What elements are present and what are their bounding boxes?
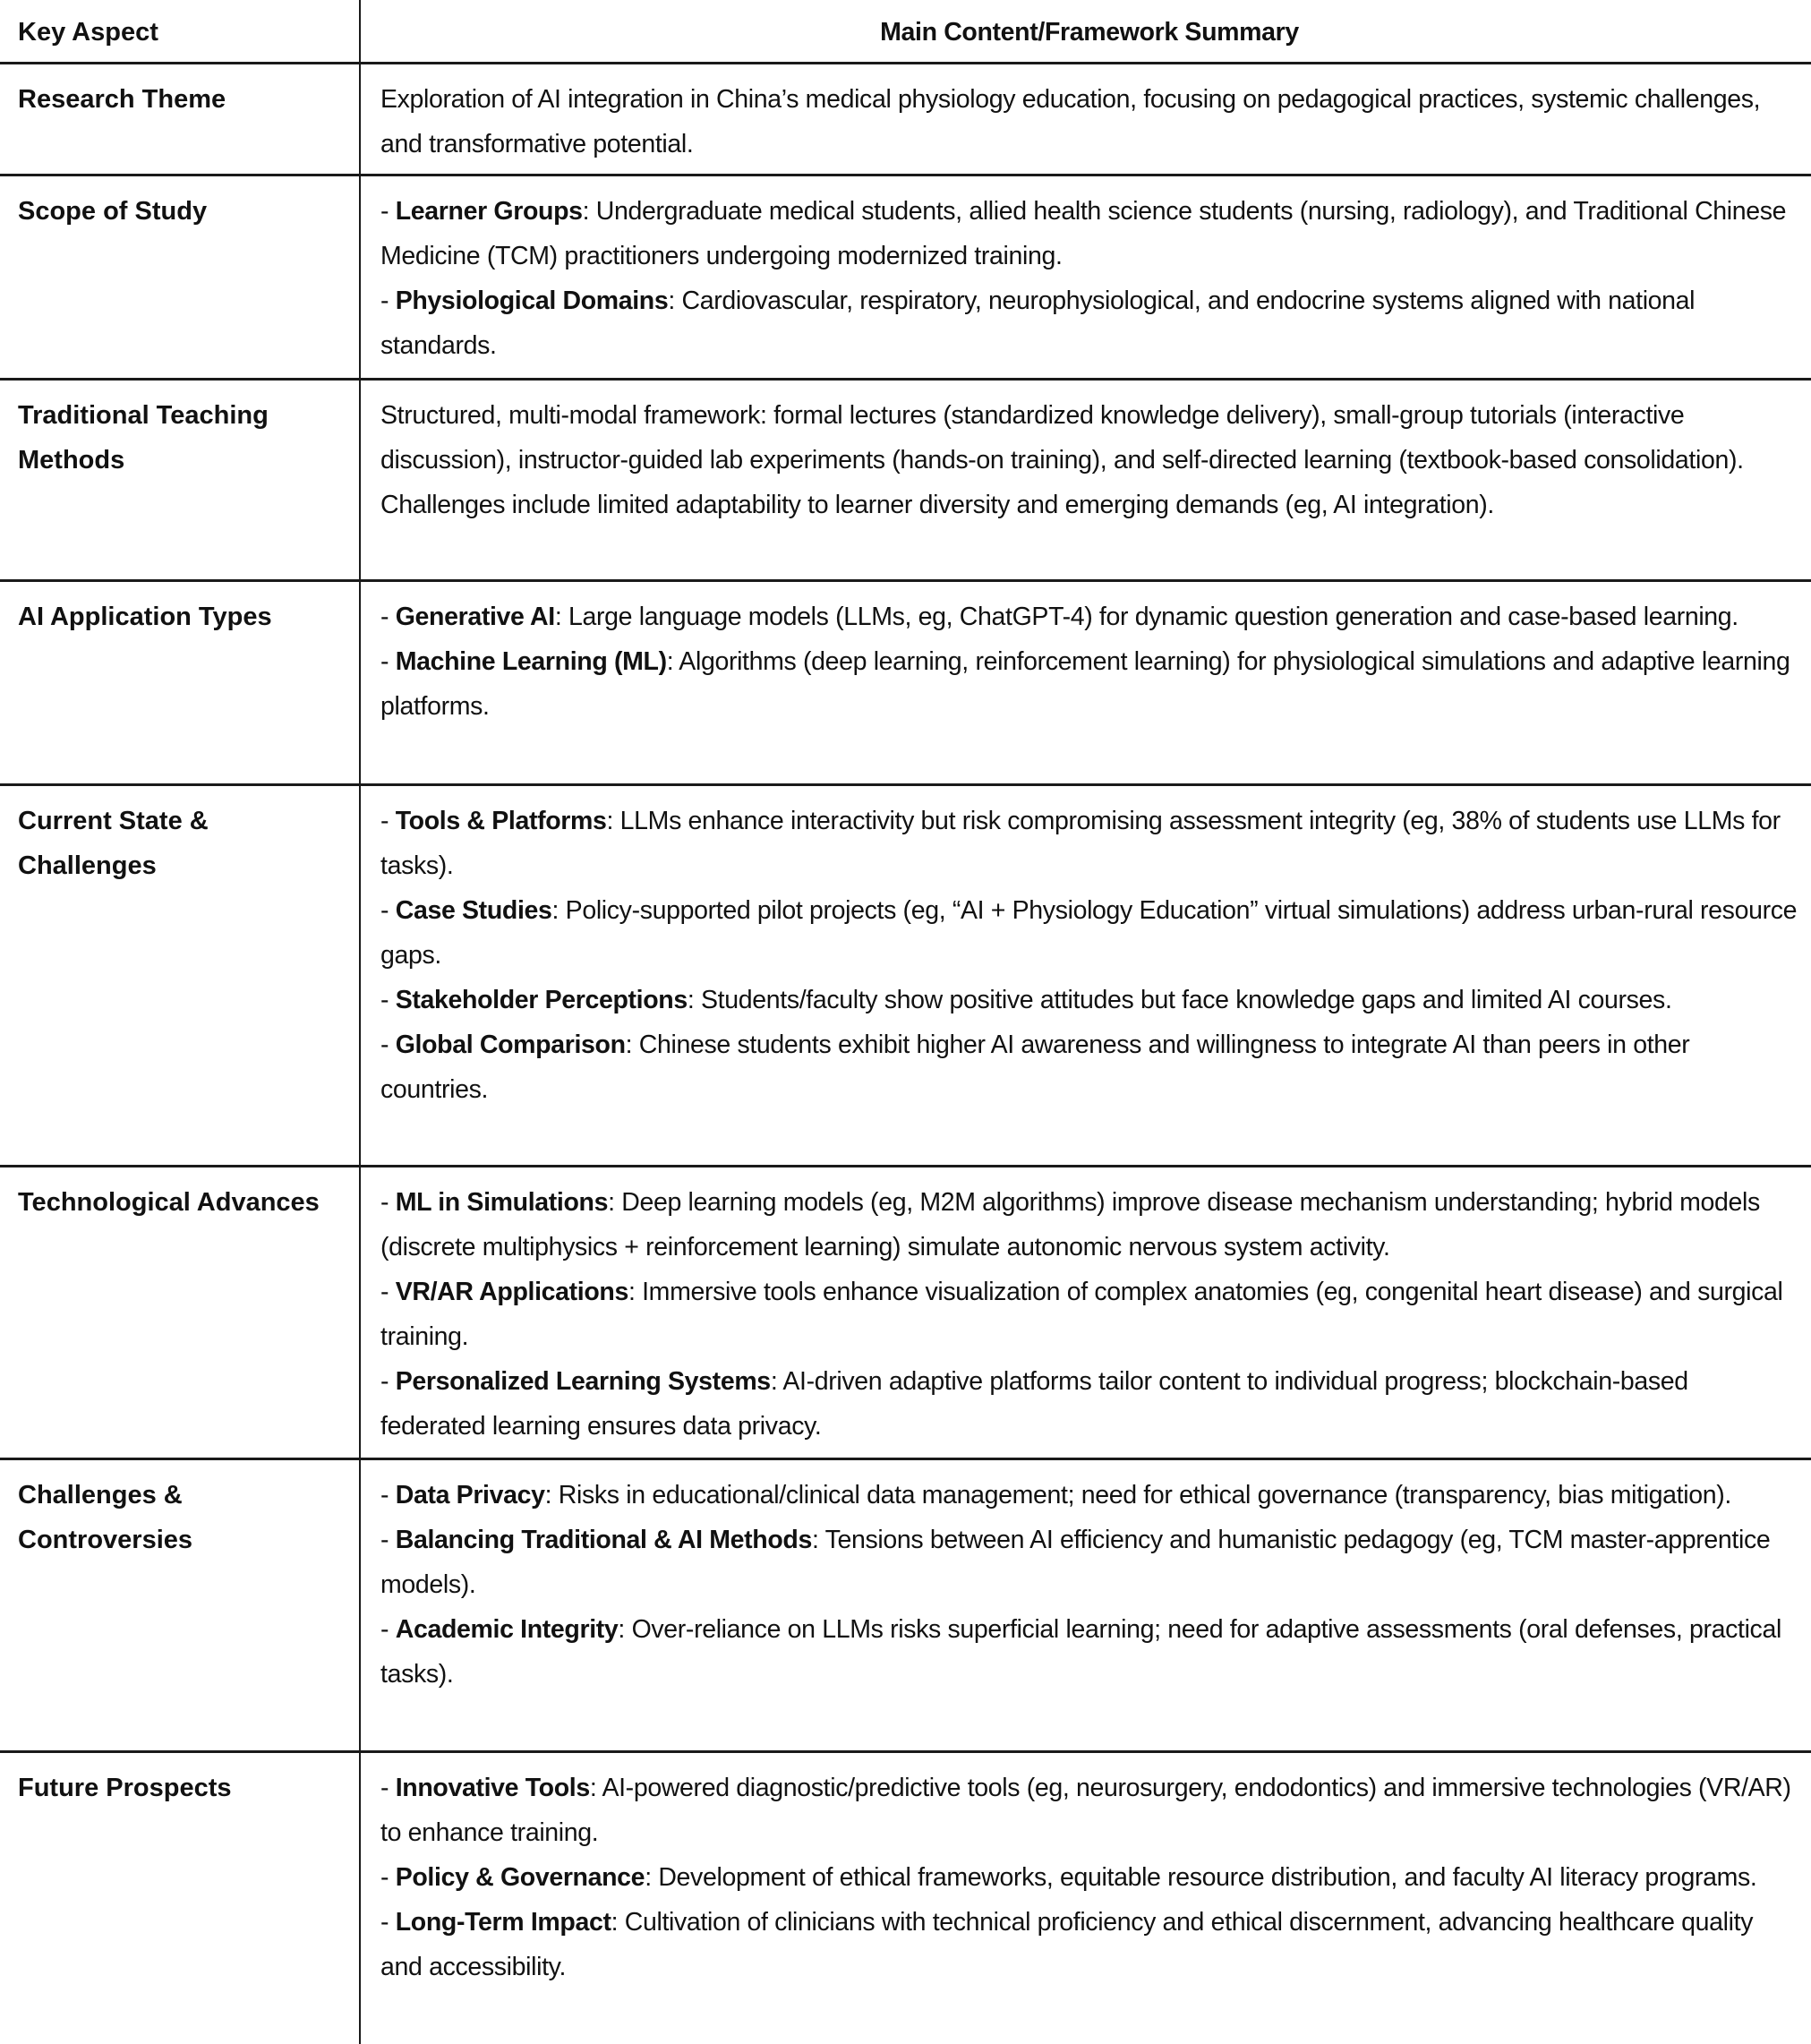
row-aspect: Scope of Study [0, 176, 361, 378]
item-text: Deep learning models (eg, M2M algorithms) improve disease mechanism understanding; hybrid models (discrete multiphysics + reinforcement learning) simulate autonomic nervous system activity. [380, 1188, 1760, 1261]
content-item [380, 1900, 1798, 1989]
item-label: Global Comparison [395, 1031, 626, 1059]
item-text: Large language models (LLMs, eg, ChatGPT-4) for dynamic question generation and case-based learning. [568, 603, 1738, 631]
table-row [0, 786, 1811, 1167]
item-label: Policy & Governance [395, 1863, 645, 1892]
content-item [380, 799, 1798, 888]
row-content: Exploration of AI integration in China’s medical physiology education, focusing on pedagogical practices, systemic challenges, and transformative potential. [380, 85, 1761, 158]
item-label: Data Privacy [395, 1481, 545, 1509]
bullet-dash: - [380, 603, 396, 631]
table-row [0, 1460, 1811, 1753]
content-item [380, 1766, 1798, 1855]
item-label: Generative AI [395, 603, 555, 631]
table-row [0, 381, 1811, 582]
table-row [0, 1753, 1811, 2044]
item-text: Algorithms (deep learning, reinforcement learning) for physiological simulations and adaptive learning platforms. [380, 647, 1790, 721]
row-content [361, 1460, 1811, 1750]
separator: : [551, 896, 566, 925]
bullet-dash: - [380, 1481, 396, 1509]
separator: : [554, 603, 568, 631]
separator: : [608, 1188, 622, 1217]
bullet-dash: - [380, 1188, 396, 1217]
row-aspect: Challenges & Controversies [0, 1460, 361, 1750]
table-row [0, 64, 1811, 176]
item-text: Immersive tools enhance visualization of complex anatomies (eg, congenital heart disease) and surgical training. [380, 1278, 1783, 1351]
separator: : [618, 1615, 632, 1644]
item-label: Tools & Platforms [395, 807, 607, 835]
item-label: Balancing Traditional & AI Methods [395, 1526, 812, 1554]
bullet-dash: - [380, 1615, 396, 1644]
bullet-dash: - [380, 1863, 396, 1892]
content-item [380, 189, 1798, 278]
table-row [0, 1167, 1811, 1460]
bullet-dash: - [380, 807, 396, 835]
content-item [380, 1855, 1798, 1900]
row-content [361, 1167, 1811, 1458]
item-text: Chinese students exhibit higher AI awareness and willingness to integrate AI than peers in other countries. [380, 1031, 1690, 1104]
item-label: Long-Term Impact [395, 1908, 611, 1937]
separator: : [611, 1908, 625, 1937]
separator: : [625, 1031, 639, 1059]
bullet-dash: - [380, 986, 396, 1014]
item-label: Machine Learning (ML) [395, 647, 667, 676]
item-label: Innovative Tools [395, 1774, 590, 1802]
separator: : [770, 1367, 783, 1396]
bullet-dash: - [380, 896, 396, 925]
bullet-dash: - [380, 1774, 396, 1802]
separator: : [666, 647, 679, 676]
row-content [361, 786, 1811, 1165]
item-text: LLMs enhance interactivity but risk compromising assessment integrity (eg, 38% of students use LLMs for tasks). [380, 807, 1781, 880]
table-header-row [0, 0, 1811, 64]
row-content [361, 176, 1811, 378]
content-item [380, 888, 1798, 978]
row-aspect: Research Theme [0, 64, 361, 174]
item-label: Personalized Learning Systems [395, 1367, 771, 1396]
item-text: Tensions between AI efficiency and humanistic pedagogy (eg, TCM master-apprentice models). [380, 1526, 1771, 1599]
content-item [380, 1180, 1798, 1270]
separator: : [589, 1774, 602, 1802]
table-row [0, 582, 1811, 786]
item-label: Academic Integrity [395, 1615, 619, 1644]
item-text: Risks in educational/clinical data management; need for ethical governance (transparency, bias mitigation). [558, 1481, 1731, 1509]
item-text: Students/faculty show positive attitudes but face knowledge gaps and limited AI courses. [701, 986, 1672, 1014]
content-item [380, 1270, 1798, 1359]
row-aspect: AI Application Types [0, 582, 361, 783]
content-item [380, 1473, 1798, 1518]
separator: : [687, 986, 702, 1014]
bullet-dash: - [380, 1367, 396, 1396]
content-item [380, 978, 1798, 1022]
row-content: Structured, multi-modal framework: formal lectures (standardized knowledge delivery), small-group tutorials (interactive discussion), instructor-guided lab experiments (hands-on training), and self-directed learning (textbook-based consolidation). Challenges include limited adaptability to learner diversity and emerging demands (eg, AI integration). [380, 401, 1744, 519]
item-label: Learner Groups [395, 197, 583, 226]
bullet-dash: - [380, 1031, 396, 1059]
bullet-dash: - [380, 647, 396, 676]
content-item [380, 1607, 1798, 1697]
bullet-dash: - [380, 197, 396, 226]
content-item [380, 1359, 1798, 1449]
item-label: Stakeholder Perceptions [395, 986, 688, 1014]
header-main-content: Main Content/Framework Summary [880, 18, 1299, 47]
content-item [380, 1518, 1798, 1607]
item-label: ML in Simulations [395, 1188, 609, 1217]
bullet-dash: - [380, 287, 396, 315]
row-aspect: Technological Advances [0, 1167, 361, 1458]
item-text: Cultivation of clinicians with technical proficiency and ethical discernment, advancing healthcare quality and accessibility. [380, 1908, 1754, 1981]
separator: : [628, 1278, 643, 1306]
row-content [361, 582, 1811, 783]
table-row [0, 176, 1811, 381]
row-aspect: Traditional Teaching Methods [0, 381, 361, 579]
separator: : [668, 287, 682, 315]
item-text: Cardiovascular, respiratory, neurophysiological, and endocrine systems aligned with national standards. [380, 287, 1696, 360]
row-content [361, 1753, 1811, 2044]
bullet-dash: - [380, 1908, 396, 1937]
separator: : [606, 807, 620, 835]
item-label: Physiological Domains [395, 287, 669, 315]
item-text: Policy-supported pilot projects (eg, “AI + Physiology Education” virtual simulations) address urban-rural resource gaps. [380, 896, 1798, 970]
header-key-aspect: Key Aspect [0, 0, 361, 62]
separator: : [544, 1481, 559, 1509]
item-text: AI-powered diagnostic/predictive tools (eg, neurosurgery, endodontics) and immersive technologies (VR/AR) to enhance training. [380, 1774, 1791, 1847]
bullet-dash: - [380, 1526, 396, 1554]
content-item [380, 594, 1798, 639]
item-text: Over-reliance on LLMs risks superficial learning; need for adaptive assessments (oral defenses, practical tasks). [380, 1615, 1781, 1689]
row-aspect: Current State & Challenges [0, 786, 361, 1165]
content-item [380, 639, 1798, 729]
item-label: VR/AR Applications [395, 1278, 628, 1306]
item-text: Development of ethical frameworks, equitable resource distribution, and faculty AI literacy programs. [658, 1863, 1757, 1892]
separator: : [582, 197, 596, 226]
row-aspect: Future Prospects [0, 1753, 361, 2044]
content-item [380, 1022, 1798, 1112]
separator: : [645, 1863, 659, 1892]
separator: : [811, 1526, 825, 1554]
item-label: Case Studies [395, 896, 552, 925]
bullet-dash: - [380, 1278, 396, 1306]
item-text: Undergraduate medical students, allied health science students (nursing, radiology), and Traditional Chinese Medicine (TCM) practitioners undergoing modernized training. [380, 197, 1787, 270]
item-text: AI-driven adaptive platforms tailor content to individual progress; blockchain-based federated learning ensures data privacy. [380, 1367, 1688, 1441]
content-item [380, 278, 1798, 368]
